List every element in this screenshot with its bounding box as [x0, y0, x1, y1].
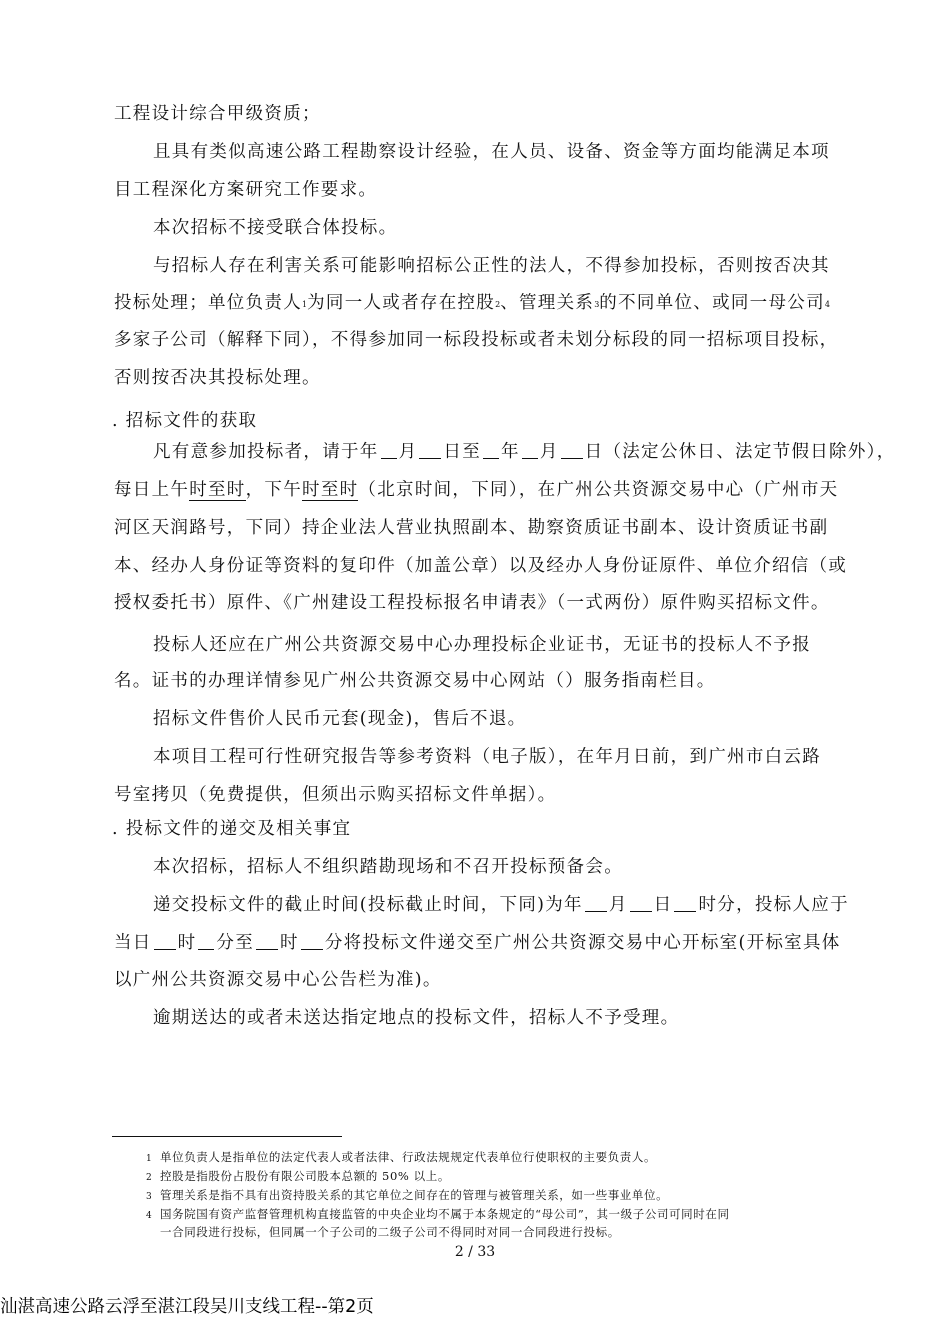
- paragraph-line: 逾期送达的或者未送达指定地点的投标文件，招标人不予受理。: [153, 1008, 680, 1028]
- footnote: 2 控股是指股份占股份有限公司股本总额的 50% 以上。: [146, 1169, 450, 1183]
- paragraph-line: 每日上午时至时，下午时至时（北京时间，下同），在广州公共资源交易中心（广州市天: [114, 480, 839, 500]
- blank-field: [674, 893, 696, 912]
- paragraph-line: 招标文件售价人民币元套(现金)，售后不退。: [153, 709, 527, 729]
- paragraph-line: 河区天润路号，下同）持企业法人营业执照副本、勘察资质证书副本、设计资质证书副: [114, 518, 829, 538]
- blank-field: [483, 440, 499, 459]
- paragraph-line: 本、经办人身份证等资料的复印件（加盖公章）以及经办人身份证原件、单位介绍信（或: [114, 556, 848, 576]
- paragraph-line: 当日 时 分至 时 分将投标文件递交至广州公共资源交易中心开标室(开标室具体: [114, 933, 841, 953]
- footnote-ref: 1: [302, 300, 308, 309]
- section-heading: . 投标文件的递交及相关事宜: [112, 819, 352, 839]
- underlined-time: 时至时: [189, 480, 246, 500]
- footnote-ref: 4: [824, 300, 830, 309]
- underlined-time: 时至时: [302, 480, 359, 500]
- paragraph-line: 投标处理；单位负责人$^1$为同一人或者存在控股$^2$、管理关系$^3$的不同单位、或同一母公司$^4$: [114, 293, 830, 313]
- paragraph-line: 否则按否决其投标处理。: [114, 368, 321, 388]
- blank-field: [561, 440, 583, 459]
- paragraph-line: 多家子公司（解释下同），不得参加同一标段投标或者未划分标段的同一招标项目投标，: [114, 330, 839, 350]
- blank-field: [630, 893, 652, 912]
- footnote-divider: [112, 1136, 342, 1137]
- footnote-ref: 3: [594, 300, 600, 309]
- section-heading: . 招标文件的获取: [112, 411, 258, 431]
- paragraph-line: 本项目工程可行性研究报告等参考资料（电子版），在年月日前，到广州市白云路: [153, 747, 822, 767]
- paragraph-line: 目工程深化方案研究工作要求。: [114, 180, 378, 200]
- paragraph-line: 本次招标，招标人不组织踏勘现场和不召开投标预备会。: [153, 857, 623, 877]
- footnote: 一合同段进行投标，但同属一个子公司的二级子公司不得同时对同一合同段进行投标。: [160, 1225, 620, 1239]
- blank-field: [198, 931, 214, 950]
- paragraph-line: 与招标人存在利害关系可能影响招标公正性的法人，不得参加投标，否则按否决其: [153, 256, 830, 276]
- blank-field: [301, 931, 323, 950]
- paragraph-line: 且具有类似高速公路工程勘察设计经验，在人员、设备、资金等方面均能满足本项: [153, 142, 830, 162]
- paragraph-line: 本次招标不接受联合体投标。: [153, 218, 398, 238]
- footer-title: 汕湛高速公路云浮至湛江段吴川支线工程--第2页: [0, 1297, 374, 1317]
- footnote: 4 国务院国有资产监督管理机构直接监管的中央企业均不属于本条规定的“母公司”，其一级子公司可同时在同: [146, 1207, 730, 1221]
- blank-field: [154, 931, 176, 950]
- blank-field: [381, 440, 397, 459]
- paragraph-line: 投标人还应在广州公共资源交易中心办理投标企业证书，无证书的投标人不予报: [153, 635, 811, 655]
- blank-field: [585, 893, 607, 912]
- blank-field: [419, 440, 441, 459]
- footnote: 1 单位负责人是指单位的法定代表人或者法律、行政法规规定代表单位行使职权的主要负责人。: [146, 1150, 657, 1164]
- blank-field: [522, 440, 538, 459]
- page-number: 2 / 33: [454, 1244, 496, 1260]
- paragraph-line: 名。证书的办理详情参见广州公共资源交易中心网站（）服务指南栏目。: [114, 671, 716, 691]
- paragraph-line: 工程设计综合甲级资质；: [114, 104, 321, 124]
- paragraph-line: 授权委托书）原件、《广州建设工程投标报名申请表》（一式两份）原件购买招标文件。: [114, 593, 830, 613]
- paragraph-line: 号室拷贝（免费提供，但须出示购买招标文件单据）。: [114, 785, 557, 805]
- paragraph-line: 以广州公共资源交易中心公告栏为准)。: [114, 970, 442, 990]
- paragraph-line: 凡有意参加投标者，请于年 月 日至 年 月 日（法定公休日、法定节假日除外），: [153, 442, 896, 462]
- blank-field: [256, 931, 278, 950]
- footnote-ref: 2: [495, 300, 501, 309]
- footnote: 3 管理关系是指不具有出资持股关系的其它单位之间存在的管理与被管理关系，如一些事业单位。: [146, 1188, 669, 1202]
- paragraph-line: 递交投标文件的截止时间(投标截止时间，下同)为年 月 日 时分，投标人应于: [153, 895, 849, 915]
